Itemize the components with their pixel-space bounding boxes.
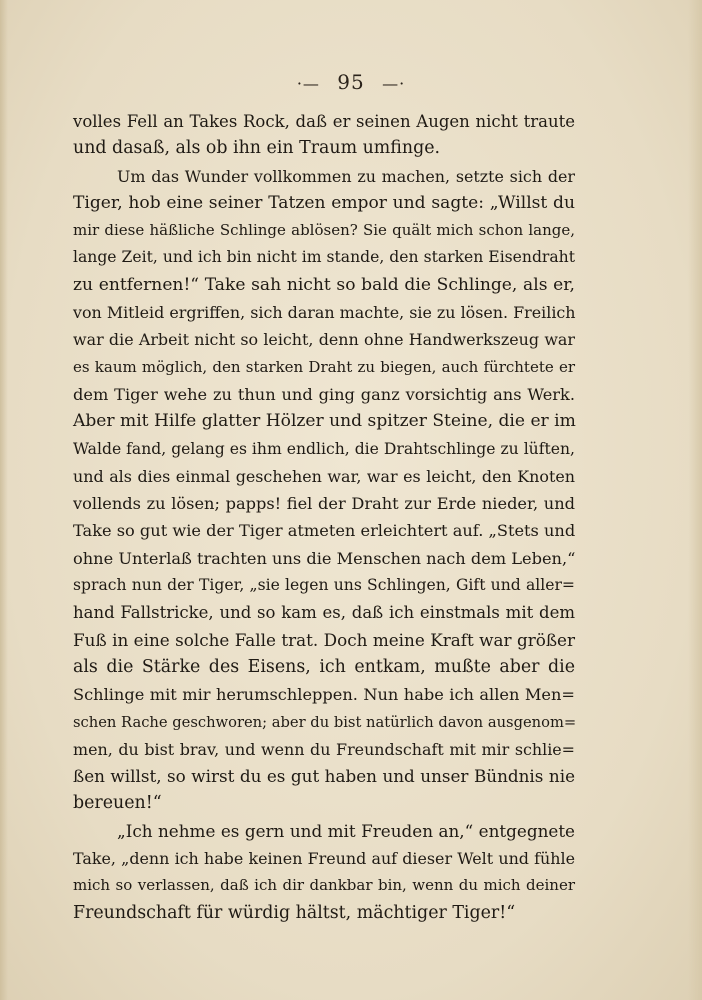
text-line: sprach nun der Tiger, „sie legen uns Schlingen, Gift und aller=: [73, 576, 575, 595]
text-line: von Mitleid ergriffen, sich daran machte, sie zu lösen. Freilich: [73, 303, 576, 323]
text-line: Tiger, hob eine seiner Tatzen empor und sagte: „Willst du: [73, 192, 575, 213]
text-line: es kaum möglich, den starken Draht zu biegen, auch fürchtete er: [73, 357, 575, 376]
text-line: Um das Wunder vollkommen zu machen, setzte sich der: [117, 166, 575, 186]
text-line: Fuß in eine solche Falle trat. Doch meine Kraft war größer: [73, 629, 575, 650]
text-line: schen Rache geschworen; aber du bist natürlich davon ausgenom=: [73, 713, 577, 731]
page-edge-shadow-left: [0, 0, 8, 1000]
text-line: zu entfernen!“ Take sah nicht so bald die Schlinge, als er,: [73, 274, 575, 295]
text-line: Schlinge mit mir herumschleppen. Nun habe ich allen Men=: [73, 685, 575, 705]
header-ornament-left: ·—: [296, 74, 320, 93]
text-line: Take so gut wie der Tiger atmeten erleichtert auf. „Stets und: [73, 521, 576, 541]
text-line: vollends zu lösen; papps! fiel der Draht zur Erde nieder, und: [73, 494, 575, 514]
text-line: men, du bist brav, und wenn du Freundschaft mit mir schlie=: [73, 739, 575, 759]
text-line: dem Tiger wehe zu thun und ging ganz vorsichtig ans Werk.: [73, 384, 575, 404]
page-number: 95: [337, 70, 365, 94]
text-line: und dasaß, als ob ihn ein Traum umfinge.: [73, 138, 441, 159]
text-line: ßen willst, so wirst du es gut haben und unser Bündnis nie: [73, 766, 575, 787]
page-header: [0, 70, 702, 94]
text-line: war die Arbeit nicht so leicht, denn ohne Handwerkszeug war: [73, 330, 575, 350]
text-line: als die Stärke des Eisens, ich entkam, mußte aber die: [73, 656, 575, 677]
body-text: [73, 108, 575, 927]
text-line: hand Fallstricke, und so kam es, daß ich einstmals mit dem: [73, 603, 575, 623]
text-line: und als dies einmal geschehen war, war es leicht, den Knoten: [73, 466, 575, 486]
header-ornament-right: —·: [382, 74, 406, 93]
text-line: Take, „denn ich habe keinen Freund auf dieser Welt und fühle: [73, 849, 575, 869]
text-line: Walde fand, gelang es ihm endlich, die Drahtschlinge zu lüften,: [73, 439, 575, 458]
text-line: „Ich nehme es gern und mit Freuden an,“ entgegnete: [117, 820, 575, 841]
text-line: mich so verlassen, daß ich dir dankbar bin, wenn du mich deiner: [73, 876, 575, 895]
text-line: volles Fell an Takes Rock, daß er seinen Augen nicht traute: [73, 112, 575, 131]
text-line: bereuen!“: [73, 793, 162, 814]
text-line: lange Zeit, und ich bin nicht im stande, den starken Eisendraht: [73, 248, 575, 267]
text-line: ohne Unterlaß trachten uns die Menschen nach dem Leben,“: [73, 548, 576, 568]
text-line: Freundschaft für würdig hältst, mächtiger Tiger!“: [73, 902, 516, 923]
text-line: Aber mit Hilfe glatter Hölzer und spitzer Steine, die er im: [73, 411, 576, 432]
page-edge-shadow-right: [688, 0, 702, 1000]
text-line: mir diese häßliche Schlinge ablösen? Sie quält mich schon lange,: [73, 221, 575, 240]
